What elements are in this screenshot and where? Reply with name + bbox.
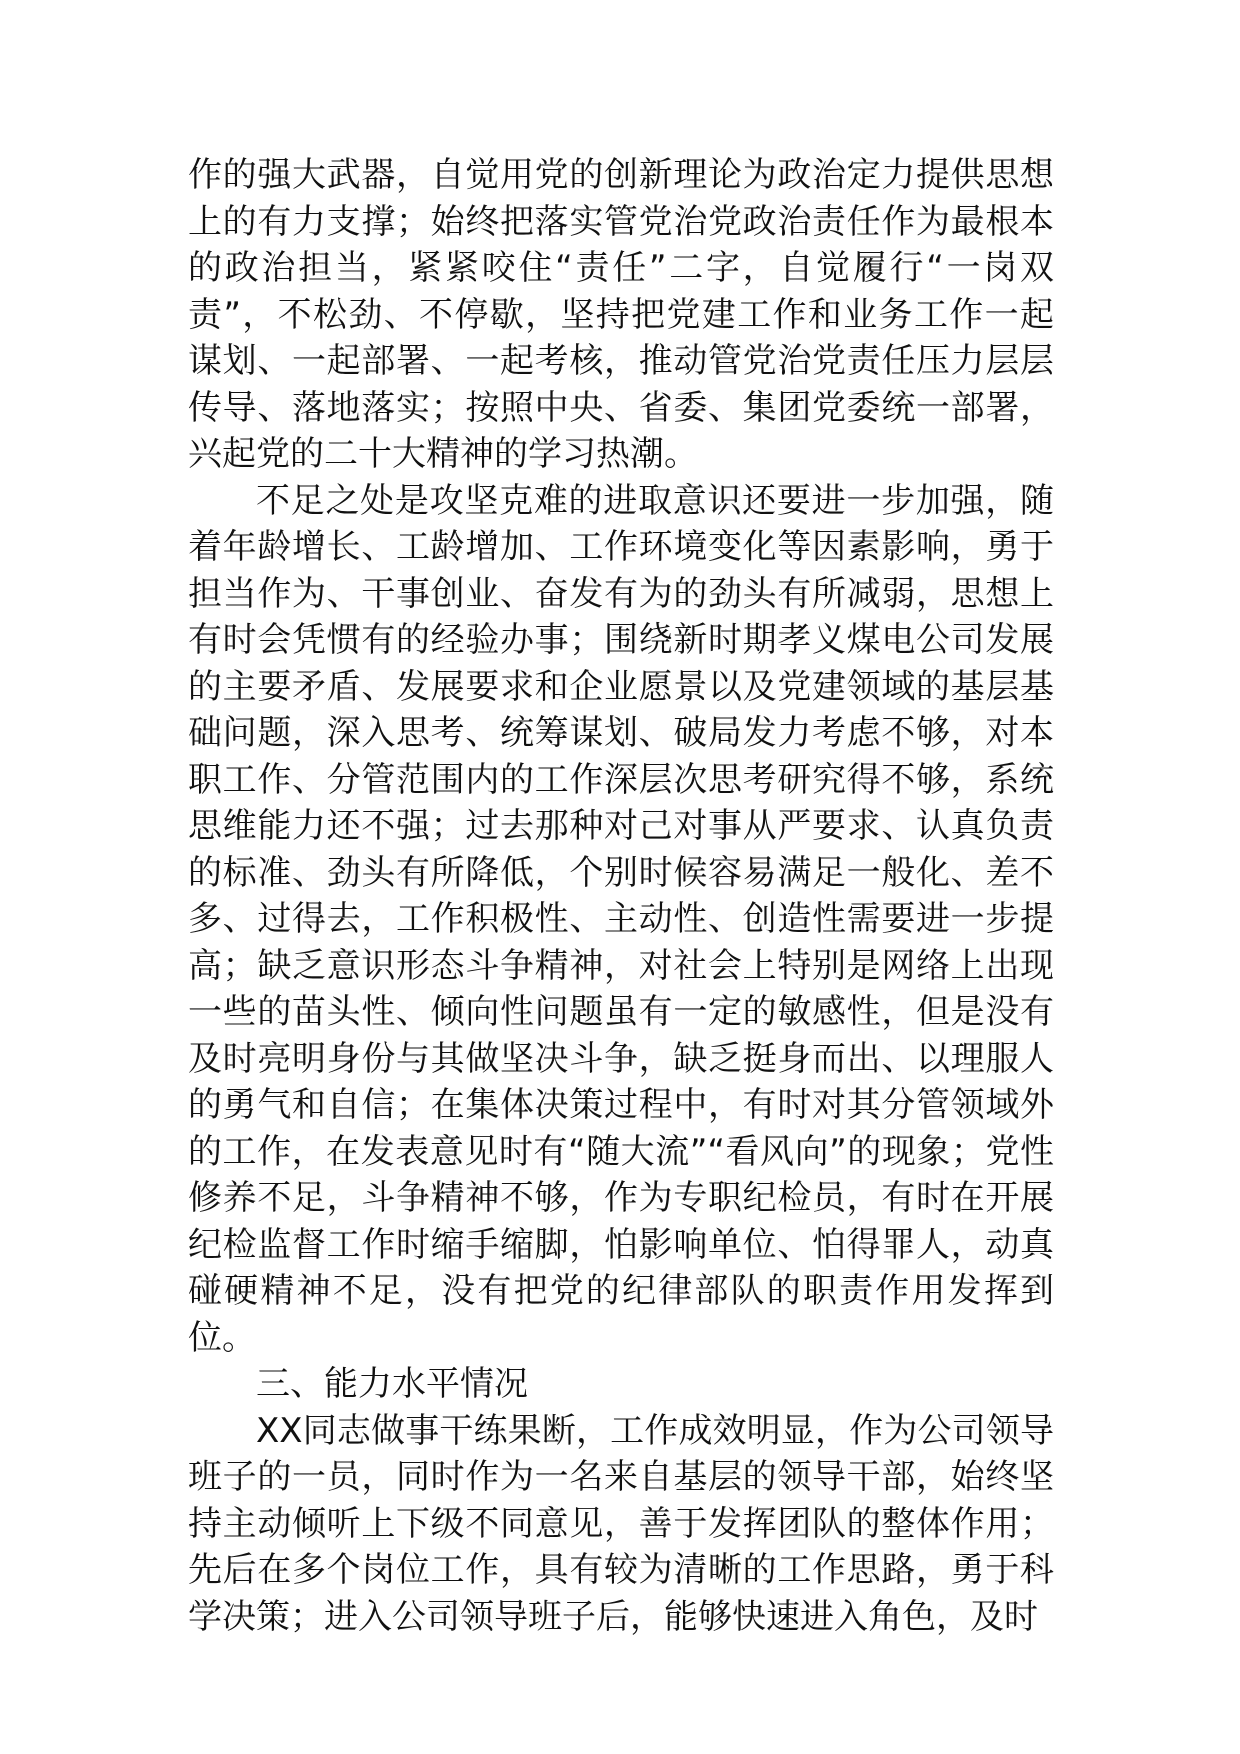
document-body — [188, 152, 1054, 1640]
section-heading-ability: 三、能力水平情况 — [256, 1364, 528, 1404]
paragraph-ability: XX同志做事干练果断，工作成效明显，作为公司领导班子的一员，同时作为一名来自基层的领导干部，始终坚持主动倾听上下级不同意见，善于发挥团队的整体作用；先后在多个岗位工作，具有较为清晰的工作思路，勇于科学决策；进入公司领导班子后，能够快速进入角色，及时 — [188, 1410, 1054, 1637]
paragraph-continuation: 作的强大武器，自觉用党的创新理论为政治定力提供思想上的有力支撑；始终把落实管党治党政治责任作为最根本的政治担当，紧紧咬住“责任”二字，自觉履行“一岗双责”，不松劲、不停歇，坚持把党建工作和业务工作一起谋划、一起部署、一起考核，推动管党治党责任压力层层传导、落地落实；按照中央、省委、集团党委统一部署，兴起党的二十大精神的学习热潮。 — [188, 155, 1054, 474]
paragraph-shortcomings: 不足之处是攻坚克难的进取意识还要进一步加强，随着年龄增长、工龄增加、工作环境变化等因素影响，勇于担当作为、干事创业、奋发有为的劲头有所减弱，思想上有时会凭惯有的经验办事；围绕新时期孝义煤电公司发展的主要矛盾、发展要求和企业愿景以及党建领域的基层基础问题，深入思考、统筹谋划、破局发力考虑不够，对本职工作、分管范围内的工作深层次思考研究得不够，系统思维能力还不强；过去那种对己对事从严要求、认真负责的标准、劲头有所降低，个别时候容易满足一般化、差不多、过得去，工作积极性、主动性、创造性需要进一步提高；缺乏意识形态斗争精神，对社会上特别是网络上出现一些的苗头性、倾向性问题虽有一定的敏感性，但是没有及时亮明身份与其做坚决斗争，缺乏挺身而出、以理服人的勇气和自信；在集体决策过程中，有时对其分管领域外的工作，在发表意见时有“随大流”“看风向”的现象；党性修养不足，斗争精神不够，作为专职纪检员，有时在开展纪检监督工作时缩手缩脚，怕影响单位、怕得罪人，动真碰硬精神不足，没有把党的纪律部队的职责作用发挥到位。 — [188, 480, 1054, 1358]
